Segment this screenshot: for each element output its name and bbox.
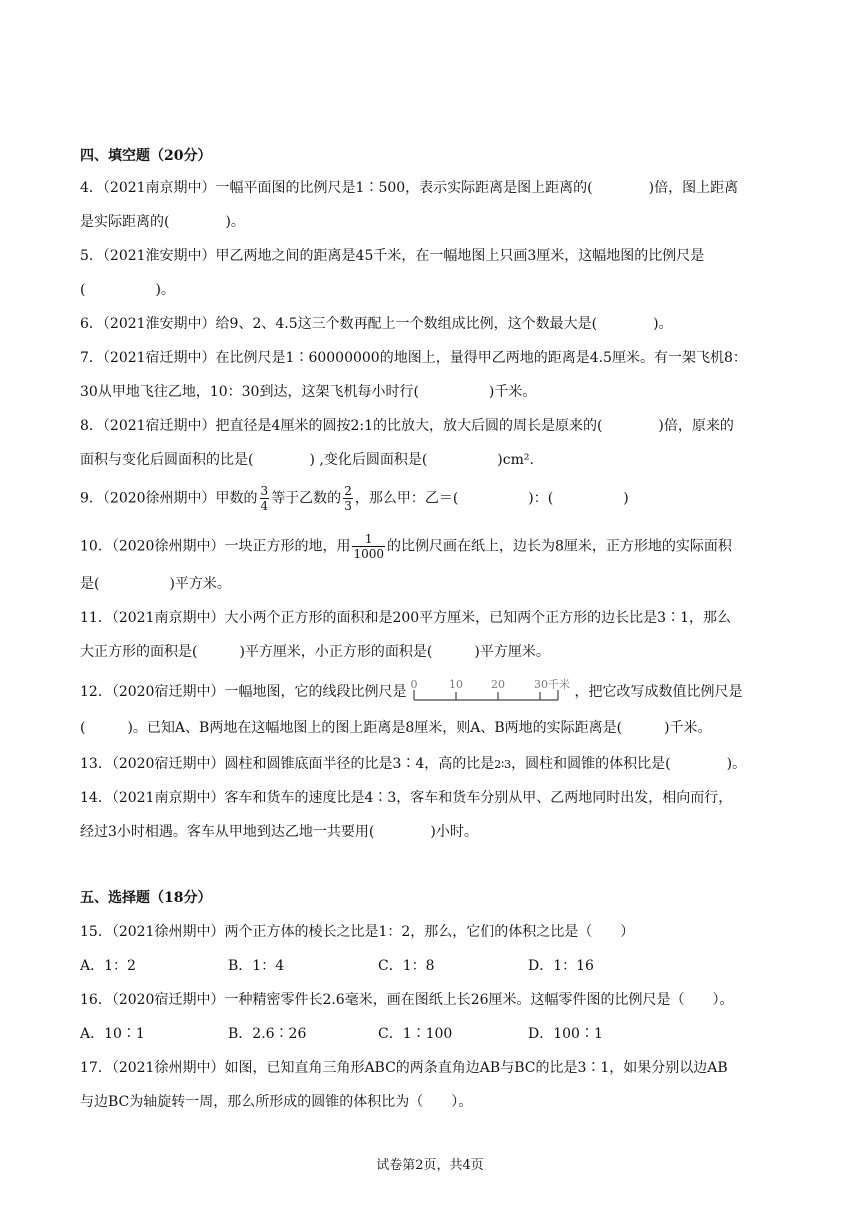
q7-line1: 7．（2021宿迁期中）在比例尺是1∶60000000的地图上，量得甲乙两地的距离是4.5厘米。有一架飞机8： — [80, 350, 747, 366]
q15-option-b: B．1：4 — [228, 958, 285, 974]
q9-pre: 9．（2020徐州期中）甲数的 — [80, 490, 258, 507]
q14-line2: 经过3小时相遇。客车从甲地到达乙地一共要用( )小时。 — [80, 824, 478, 840]
q9-line — [80, 484, 629, 513]
q10-line1 — [80, 532, 732, 561]
ruler-tick-20: 20 — [491, 678, 506, 691]
q13-post: ，圆柱和圆锥的体积比是( )。 — [511, 756, 747, 772]
q16-option-d: D．100∶1 — [528, 1026, 603, 1042]
q8-line2: 面积与变化后圆面积的比是( ) ,变化后圆面积是( )cm². — [80, 452, 534, 468]
q7-line2: 30从甲地飞往乙地，10：30到达，这架飞机每小时行( )千米。 — [80, 384, 537, 400]
q5-line1: 5．（2021淮安期中）甲乙两地之间的距离是45千米，在一幅地图上只画3厘米，这幅地图的比例尺是 — [80, 248, 705, 264]
q16-option-a: A．10∶1 — [80, 1026, 145, 1042]
ruler-tick-0: 0 — [410, 678, 418, 691]
q12-pre: 12．（2020宿迁期中）一幅地图，它的线段比例尺是 — [80, 684, 407, 700]
q10-post: 的比例尺画在纸上，边长为8厘米，正方形地的实际面积 — [387, 538, 732, 555]
q13-pre: 13．（2020宿迁期中）圆柱和圆锥底面半径的比是3∶4，高的比是 — [80, 756, 495, 772]
page-footer: 试卷第2页，共4页 — [376, 1158, 484, 1173]
fraction-one-thousandth: $\frac{1}{1000}$ — [353, 532, 384, 561]
ruler-tick-30km: 30千米 — [534, 678, 571, 691]
q15-option-a: A．1：2 — [80, 958, 136, 974]
q11-line2: 大正方形的面积是( )平方厘米，小正方形的面积是( )平方厘米。 — [80, 644, 550, 660]
q10-line2: 是( )平方米。 — [80, 576, 231, 592]
ruler-tick-10: 10 — [449, 678, 464, 691]
q16-option-b: B．2.6∶26 — [228, 1026, 307, 1042]
q14-line1: 14．（2021南京期中）客车和货车的速度比是4∶3，客车和货车分别从甲、乙两地同时出发，相向而行， — [80, 790, 733, 806]
line-scale-ruler — [410, 678, 570, 706]
q10-pre: 10．（2020徐州期中）一块正方形的地，用 — [80, 538, 351, 555]
q17-line2: 与边BC为轴旋转一周，那么所形成的圆锥的体积比为（ ）。 — [80, 1094, 473, 1110]
q16-option-c: C．1∶100 — [378, 1026, 453, 1042]
q9-mid: 等于乙数的 — [271, 490, 342, 507]
q5-line2: ( )。 — [80, 282, 175, 298]
q16-line1: 16．（2020宿迁期中）一种精密零件长2.6毫米，画在图纸上长26厘米。这幅零件图的比例尺是（ ）。 — [80, 992, 734, 1008]
section-4-title: 四、填空题（20分） — [80, 148, 212, 164]
q8-line1: 8．（2021宿迁期中）把直径是4厘米的圆按2:1的比放大，放大后圆的周长是原来的( )倍，原来的 — [80, 418, 734, 434]
q15-line1: 15．（2021徐州期中）两个正方体的棱长之比是1：2，那么，它们的体积之比是（ ） — [80, 924, 635, 940]
q13-height-ratio: 2∶3 — [494, 758, 512, 771]
fraction-two-thirds: $\frac{2}{3}$ — [344, 484, 352, 513]
q12-line1 — [80, 678, 742, 706]
q12-post: ，把它改写成数值比例尺是 — [574, 684, 743, 700]
section-5-title: 五、选择题（18分） — [80, 890, 212, 906]
q6-line1: 6．（2021淮安期中）给9、2、4.5这三个数再配上一个数组成比例，这个数最大是( )。 — [80, 316, 673, 332]
q15-option-d: D．1：16 — [528, 958, 594, 974]
q9-post: ，那么甲：乙＝( )：( ) — [354, 490, 629, 507]
q4-line1: 4．（2021南京期中）一幅平面图的比例尺是1∶500，表示实际距离是图上距离的( )倍，图上距离 — [80, 180, 739, 196]
q15-option-c: C．1：8 — [378, 958, 435, 974]
q13-line — [80, 754, 746, 775]
fraction-three-quarters: $\frac{3}{4}$ — [260, 484, 269, 513]
q17-line1: 17．（2021徐州期中）如图，已知直角三角形ABC的两条直角边AB与BC的比是3∶1，如果分别以边AB — [80, 1060, 728, 1076]
q11-line1: 11．（2021南京期中）大小两个正方形的面积和是200平方厘米，已知两个正方形的边长比是3∶1，那么 — [80, 610, 731, 626]
q4-line2: 是实际距离的( )。 — [80, 214, 245, 230]
q12-line2: ( )。已知A、B两地在这幅地图上的图上距离是8厘米，则A、B两地的实际距离是( )千米。 — [80, 720, 712, 736]
